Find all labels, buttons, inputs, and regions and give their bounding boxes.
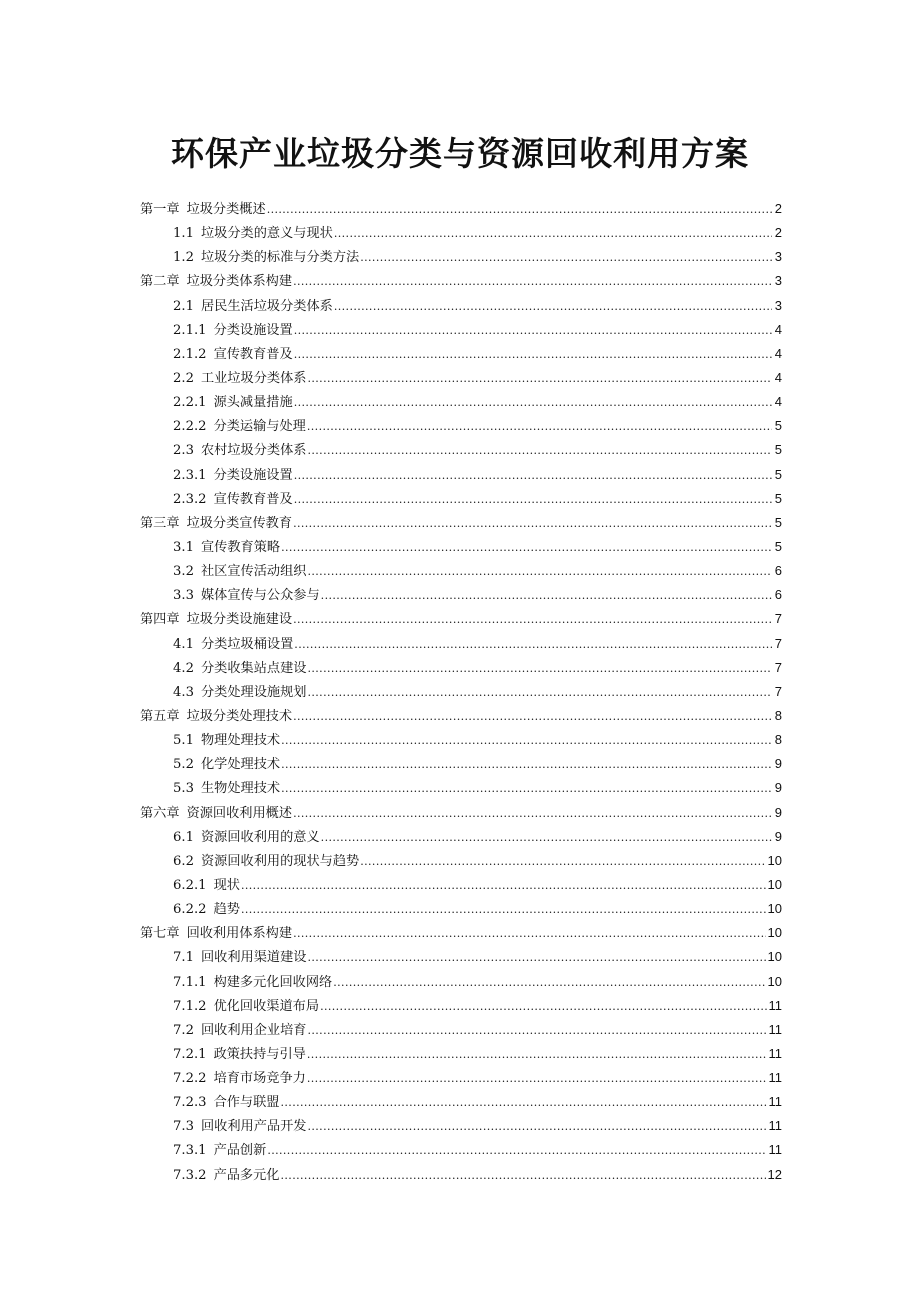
toc-entry-number: 1.1 [173, 226, 194, 242]
toc-page-number: 11 [768, 1094, 782, 1110]
toc-page-number: 5 [774, 490, 782, 506]
toc-entry-title: 垃圾分类概述 [186, 202, 266, 217]
toc-entry-title: 居民生活垃圾分类体系 [200, 298, 333, 314]
toc-dot-leader [281, 729, 772, 753]
toc-section-entry[interactable] [0, 776, 920, 800]
toc-entry-title: 分类设施设置 [213, 322, 293, 338]
toc-entry-title: 资源回收利用的现状与趋势 [200, 853, 360, 869]
toc-page-number: 7 [774, 659, 782, 675]
toc-page-number: 10 [767, 973, 782, 989]
toc-chapter-entry[interactable] [0, 607, 920, 631]
toc-section-entry[interactable] [0, 221, 920, 245]
toc-entry-title: 培育市场竞争力 [213, 1071, 306, 1087]
toc-section-entry[interactable] [0, 1138, 920, 1162]
toc-page-number: 5 [774, 466, 782, 482]
toc-page-number: 7 [774, 611, 782, 627]
toc-section-entry[interactable] [0, 294, 920, 318]
toc-dot-leader [293, 270, 772, 294]
toc-entry-title: 分类设施设置 [213, 467, 293, 483]
toc-section-entry[interactable] [0, 1090, 920, 1114]
toc-entry-number: 第一章 [140, 202, 180, 217]
toc-section-entry[interactable] [0, 1163, 920, 1187]
toc-page-number: 9 [774, 804, 782, 820]
toc-dot-leader [307, 657, 772, 681]
toc-page-number: 9 [774, 780, 782, 796]
toc-page-number: 5 [774, 418, 782, 434]
toc-entry-number: 6.2.1 [173, 877, 207, 893]
toc-chapter-entry[interactable] [0, 801, 920, 825]
toc-page-number: 10 [767, 901, 782, 917]
toc-dot-leader [293, 608, 772, 632]
toc-entry-number: 第五章 [140, 708, 180, 724]
toc-entry-title: 垃圾分类的标准与分类方法 [200, 250, 360, 266]
toc-chapter-entry[interactable] [0, 197, 920, 221]
toc-entry-number: 第四章 [140, 612, 180, 628]
toc-entry-number: 5.1 [173, 733, 194, 749]
toc-page-number: 2 [774, 225, 782, 241]
toc-page-number: 11 [768, 1118, 782, 1134]
toc-chapter-entry[interactable] [0, 269, 920, 293]
toc-entry-title: 回收利用企业培育 [200, 1022, 307, 1038]
toc-page-number: 9 [774, 828, 782, 844]
toc-entry-title: 社区宣传活动组织 [200, 564, 307, 580]
toc-section-entry[interactable] [0, 873, 920, 897]
toc-entry-number: 4.3 [173, 684, 194, 700]
toc-section-entry[interactable] [0, 342, 920, 366]
toc-page-number: 9 [774, 756, 782, 772]
toc-entry-title: 产品多元化 [213, 1167, 280, 1183]
toc-entry-number: 第六章 [140, 805, 180, 821]
toc-dot-leader [307, 1067, 767, 1091]
toc-dot-leader [293, 802, 772, 826]
toc-dot-leader [293, 922, 765, 946]
toc-dot-leader [307, 1043, 767, 1067]
toc-page-number: 11 [768, 1142, 782, 1158]
toc-section-entry[interactable] [0, 970, 920, 994]
toc-page-number: 5 [774, 514, 782, 530]
toc-page-number: 5 [774, 442, 782, 458]
toc-entry-number: 6.2 [173, 853, 194, 869]
toc-dot-leader [294, 319, 772, 343]
toc-section-entry[interactable] [0, 1066, 920, 1090]
toc-dot-leader [360, 246, 772, 270]
toc-dot-leader [333, 971, 765, 995]
toc-entry-title: 回收利用渠道建设 [200, 950, 307, 966]
toc-entry-title: 垃圾分类体系构建 [186, 274, 293, 290]
toc-section-entry[interactable] [0, 1042, 920, 1066]
toc-dot-leader [294, 488, 772, 512]
toc-entry-title: 回收利用体系构建 [186, 926, 293, 942]
toc-page-number: 8 [774, 707, 782, 723]
toc-dot-leader [307, 1115, 766, 1139]
document-title: 环保产业垃圾分类与资源回收利用方案 [171, 134, 749, 173]
toc-page-number: 10 [767, 925, 782, 941]
table-of-contents [0, 197, 920, 1187]
toc-dot-leader [267, 198, 772, 222]
toc-section-entry[interactable] [0, 318, 920, 342]
toc-dot-leader [281, 1091, 767, 1115]
toc-dot-leader [307, 560, 772, 584]
toc-entry-number: 2.2 [173, 370, 194, 386]
toc-section-entry[interactable] [0, 438, 920, 462]
toc-chapter-entry[interactable] [0, 511, 920, 535]
toc-page-number: 10 [767, 876, 782, 892]
toc-entry-number: 7.2.3 [173, 1095, 207, 1111]
toc-page-number: 4 [774, 321, 782, 337]
toc-chapter-entry[interactable] [0, 921, 920, 945]
toc-page-number: 5 [774, 538, 782, 554]
toc-entry-number: 7.2.2 [173, 1071, 207, 1087]
toc-page-number: 10 [767, 949, 782, 965]
toc-entry-number: 7.3 [173, 1119, 194, 1135]
toc-page-number: 6 [774, 587, 782, 603]
toc-section-entry[interactable] [0, 535, 920, 559]
toc-section-entry[interactable] [0, 366, 920, 390]
toc-entry-number: 7.3.1 [173, 1143, 207, 1159]
toc-entry-title: 分类运输与处理 [213, 419, 306, 435]
toc-entry-number: 3.1 [173, 539, 194, 555]
toc-page-number: 12 [767, 1166, 782, 1182]
toc-dot-leader [321, 584, 772, 608]
toc-section-entry[interactable] [0, 752, 920, 776]
toc-section-entry[interactable] [0, 583, 920, 607]
toc-entry-number: 2.3.2 [173, 491, 207, 507]
toc-dot-leader [293, 705, 772, 729]
toc-entry-title: 化学处理技术 [200, 757, 281, 773]
toc-entry-title: 分类收集站点建设 [200, 660, 307, 676]
toc-section-entry[interactable] [0, 728, 920, 752]
toc-entry-number: 2.3 [173, 443, 194, 459]
toc-entry-title: 垃圾分类宣传教育 [186, 515, 293, 531]
toc-dot-leader [307, 439, 772, 463]
toc-entry-title: 构建多元化回收网络 [213, 974, 333, 990]
toc-section-entry[interactable] [0, 1114, 920, 1138]
toc-entry-number: 2.2.2 [173, 419, 207, 435]
toc-dot-leader [294, 464, 772, 488]
toc-entry-title: 现状 [213, 877, 240, 893]
toc-dot-leader [334, 222, 772, 246]
toc-page-number: 11 [768, 1070, 782, 1086]
toc-entry-number: 7.2 [173, 1022, 194, 1038]
toc-entry-number: 7.1.1 [173, 974, 207, 990]
toc-section-entry[interactable] [0, 994, 920, 1018]
toc-entry-number: 5.2 [173, 757, 194, 773]
toc-dot-leader [267, 1139, 766, 1163]
toc-entry-title: 政策扶持与引导 [213, 1046, 306, 1062]
toc-dot-leader [334, 295, 772, 319]
toc-entry-title: 优化回收渠道布局 [213, 998, 320, 1014]
toc-entry-number: 6.2.2 [173, 902, 207, 918]
toc-entry-number: 2.1.1 [173, 322, 207, 338]
toc-section-entry[interactable] [0, 656, 920, 680]
toc-page-number: 3 [774, 273, 782, 289]
toc-section-entry[interactable] [0, 849, 920, 873]
toc-dot-leader [294, 343, 772, 367]
toc-entry-number: 2.1.2 [173, 346, 207, 362]
toc-entry-number: 2.1 [173, 298, 194, 314]
toc-entry-number: 第七章 [140, 926, 180, 942]
toc-dot-leader [307, 681, 772, 705]
toc-page-number: 8 [774, 732, 782, 748]
toc-entry-number: 3.3 [173, 588, 194, 604]
toc-dot-leader [321, 826, 772, 850]
toc-entry-title: 趋势 [213, 902, 240, 918]
toc-entry-number: 5.3 [173, 781, 194, 797]
toc-entry-number: 4.2 [173, 660, 194, 676]
toc-entry-title: 宣传教育策略 [200, 539, 281, 555]
toc-entry-number: 1.2 [173, 250, 194, 266]
toc-page-number: 4 [774, 345, 782, 361]
toc-dot-leader [307, 415, 772, 439]
toc-page-number: 7 [774, 635, 782, 651]
toc-dot-leader [307, 367, 772, 391]
toc-page-number: 2 [774, 201, 782, 216]
toc-entry-number: 7.3.2 [173, 1167, 207, 1183]
toc-entry-title: 源头减量措施 [213, 395, 293, 411]
toc-page-number: 6 [774, 563, 782, 579]
toc-section-entry[interactable] [0, 390, 920, 414]
toc-dot-leader [281, 777, 772, 801]
toc-entry-number: 2.2.1 [173, 395, 207, 411]
toc-dot-leader [320, 995, 766, 1019]
toc-entry-number: 2.3.1 [173, 467, 207, 483]
toc-page-number: 11 [768, 1045, 782, 1061]
toc-entry-number: 第三章 [140, 515, 180, 531]
toc-page-number: 3 [774, 297, 782, 313]
toc-entry-title: 分类垃圾桶设置 [200, 636, 294, 652]
toc-entry-title: 生物处理技术 [200, 781, 281, 797]
toc-page-number: 3 [774, 249, 782, 265]
toc-section-entry[interactable] [0, 632, 920, 656]
toc-dot-leader [281, 1164, 766, 1188]
toc-section-entry[interactable] [0, 1018, 920, 1042]
toc-entry-title: 资源回收利用的意义 [200, 829, 320, 845]
toc-entry-title: 合作与联盟 [213, 1095, 280, 1111]
toc-section-entry[interactable] [0, 463, 920, 487]
toc-dot-leader [281, 536, 772, 560]
toc-dot-leader [293, 512, 772, 536]
toc-entry-title: 回收利用产品开发 [200, 1119, 307, 1135]
toc-entry-title: 垃圾分类的意义与现状 [200, 226, 333, 242]
toc-dot-leader [307, 1019, 766, 1043]
toc-section-entry[interactable] [0, 487, 920, 511]
toc-dot-leader [281, 753, 772, 777]
toc-page-number: 10 [767, 852, 782, 868]
toc-section-entry[interactable] [0, 680, 920, 704]
toc-page-number: 11 [768, 997, 782, 1013]
toc-dot-leader [307, 946, 765, 970]
toc-section-entry[interactable] [0, 897, 920, 921]
toc-entry-number: 4.1 [173, 636, 194, 652]
toc-entry-title: 物理处理技术 [200, 733, 281, 749]
toc-chapter-entry[interactable] [0, 704, 920, 728]
toc-entry-title: 垃圾分类处理技术 [186, 708, 293, 724]
toc-entry-number: 7.2.1 [173, 1046, 207, 1062]
toc-entry-title: 媒体宣传与公众参与 [200, 588, 320, 604]
toc-page-number: 4 [774, 369, 782, 385]
toc-section-entry[interactable] [0, 945, 920, 969]
toc-entry-title: 分类处理设施规划 [200, 684, 307, 700]
toc-entry-title: 工业垃圾分类体系 [200, 370, 307, 386]
toc-section-entry[interactable] [0, 825, 920, 849]
toc-entry-number: 第二章 [140, 274, 180, 290]
toc-entry-number: 6.1 [173, 829, 194, 845]
toc-section-entry[interactable] [0, 245, 920, 269]
toc-entry-title: 农村垃圾分类体系 [200, 443, 307, 459]
toc-entry-number: 7.1 [173, 950, 194, 966]
toc-entry-title: 宣传教育普及 [213, 491, 293, 507]
toc-dot-leader [294, 391, 772, 415]
toc-dot-leader [241, 874, 766, 898]
toc-section-entry[interactable] [0, 559, 920, 583]
toc-entry-number: 7.1.2 [173, 998, 207, 1014]
toc-page-number: 7 [774, 683, 782, 699]
toc-entry-title: 资源回收利用概述 [186, 805, 293, 821]
toc-page-number: 11 [768, 1021, 782, 1037]
toc-entry-title: 产品创新 [213, 1143, 267, 1159]
toc-dot-leader [241, 898, 766, 922]
toc-entry-title: 宣传教育普及 [213, 346, 293, 362]
toc-dot-leader [294, 633, 772, 657]
toc-entry-title: 垃圾分类设施建设 [186, 612, 293, 628]
toc-entry-number: 3.2 [173, 564, 194, 580]
toc-dot-leader [360, 850, 765, 874]
toc-section-entry[interactable] [0, 414, 920, 438]
toc-page-number: 4 [774, 394, 782, 410]
